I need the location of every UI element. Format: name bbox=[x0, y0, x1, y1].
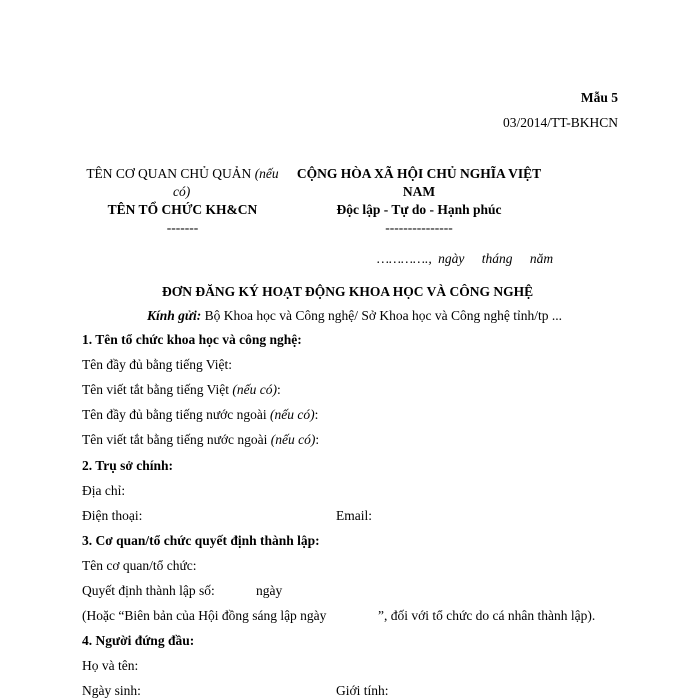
field-short-name-vn bbox=[82, 382, 281, 398]
recipient-text: Bộ Khoa học và Công nghệ/ Sở Khoa học và Công nghệ tỉnh/tp ... bbox=[204, 308, 562, 323]
section1-heading: 1. Tên tổ chức khoa học và công nghệ: bbox=[82, 332, 302, 347]
date-day: ngày bbox=[438, 251, 465, 266]
agency-note: (nếu bbox=[254, 166, 279, 181]
agency-name-line bbox=[70, 165, 295, 183]
circular-number: 03/2014/TT-BKHCN bbox=[502, 115, 618, 130]
colon: : bbox=[277, 382, 281, 397]
country-name-line2: NAM bbox=[402, 184, 436, 199]
recipient-line bbox=[147, 308, 562, 324]
if-any-note: (nếu có) bbox=[270, 432, 316, 447]
field-email: Email: bbox=[336, 508, 372, 523]
field-short-name-vn-label: Tên viết tắt bằng tiếng Việt bbox=[82, 382, 230, 397]
section4-heading: 4. Người đứng đầu: bbox=[82, 633, 195, 648]
header-right-dashes: --------------- bbox=[385, 220, 453, 235]
field-full-name-vn: Tên đầy đủ bằng tiếng Việt: bbox=[82, 357, 233, 372]
date-year: năm bbox=[529, 251, 554, 266]
if-any-note: (nếu có) bbox=[270, 407, 315, 422]
recipient-label: Kính gửi: bbox=[147, 308, 202, 323]
field-founding-note-end: ”, đối với tổ chức do cá nhân thành lập). bbox=[378, 608, 596, 623]
field-decision-number: Quyết định thành lập số: bbox=[82, 583, 215, 598]
field-gender: Giới tính: bbox=[336, 683, 389, 698]
date-line bbox=[377, 251, 553, 267]
section2-heading: 2. Trụ sở chính: bbox=[82, 458, 173, 473]
field-decision-day: ngày bbox=[256, 583, 283, 598]
org-name: TÊN TỔ CHỨC KH&CN bbox=[107, 202, 258, 217]
header-left-dashes: ------- bbox=[166, 220, 199, 235]
date-place: …………., bbox=[377, 251, 432, 266]
header-left bbox=[70, 165, 295, 237]
form-number: Mẫu 5 bbox=[580, 90, 618, 105]
field-full-name: Họ và tên: bbox=[82, 658, 139, 673]
field-founding-note-start: (Hoặc “Biên bản của Hội đồng sáng lập ngày bbox=[82, 608, 327, 623]
field-address: Địa chỉ: bbox=[82, 483, 126, 498]
agency-note-continued: có) bbox=[173, 184, 191, 199]
country-name-line1: CỘNG HÒA XÃ HỘI CHỦ NGHĨA VIỆT bbox=[296, 166, 542, 181]
field-short-name-foreign bbox=[82, 432, 319, 448]
section3-heading: 3. Cơ quan/tổ chức quyết định thành lập: bbox=[82, 533, 320, 548]
date-month: tháng bbox=[481, 251, 513, 266]
field-date-of-birth: Ngày sinh: bbox=[82, 683, 141, 698]
motto: Độc lập - Tự do - Hạnh phúc bbox=[336, 202, 502, 217]
field-phone: Điện thoại: bbox=[82, 508, 143, 523]
field-agency-name: Tên cơ quan/tổ chức: bbox=[82, 558, 197, 573]
document-title: ĐƠN ĐĂNG KÝ HOẠT ĐỘNG KHOA HỌC VÀ CÔNG NGHỆ bbox=[162, 284, 534, 299]
agency-name: TÊN CƠ QUAN CHỦ QUẢN bbox=[86, 166, 252, 181]
if-any-note: (nếu có) bbox=[232, 382, 278, 397]
field-short-name-foreign-label: Tên viết tắt bằng tiếng nước ngoài bbox=[82, 432, 268, 447]
field-full-name-foreign-label: Tên đầy đủ bằng tiếng nước ngoài bbox=[82, 407, 267, 422]
colon: : bbox=[314, 407, 319, 422]
header-right bbox=[293, 165, 545, 237]
field-full-name-foreign bbox=[82, 407, 318, 423]
colon: : bbox=[315, 432, 320, 447]
